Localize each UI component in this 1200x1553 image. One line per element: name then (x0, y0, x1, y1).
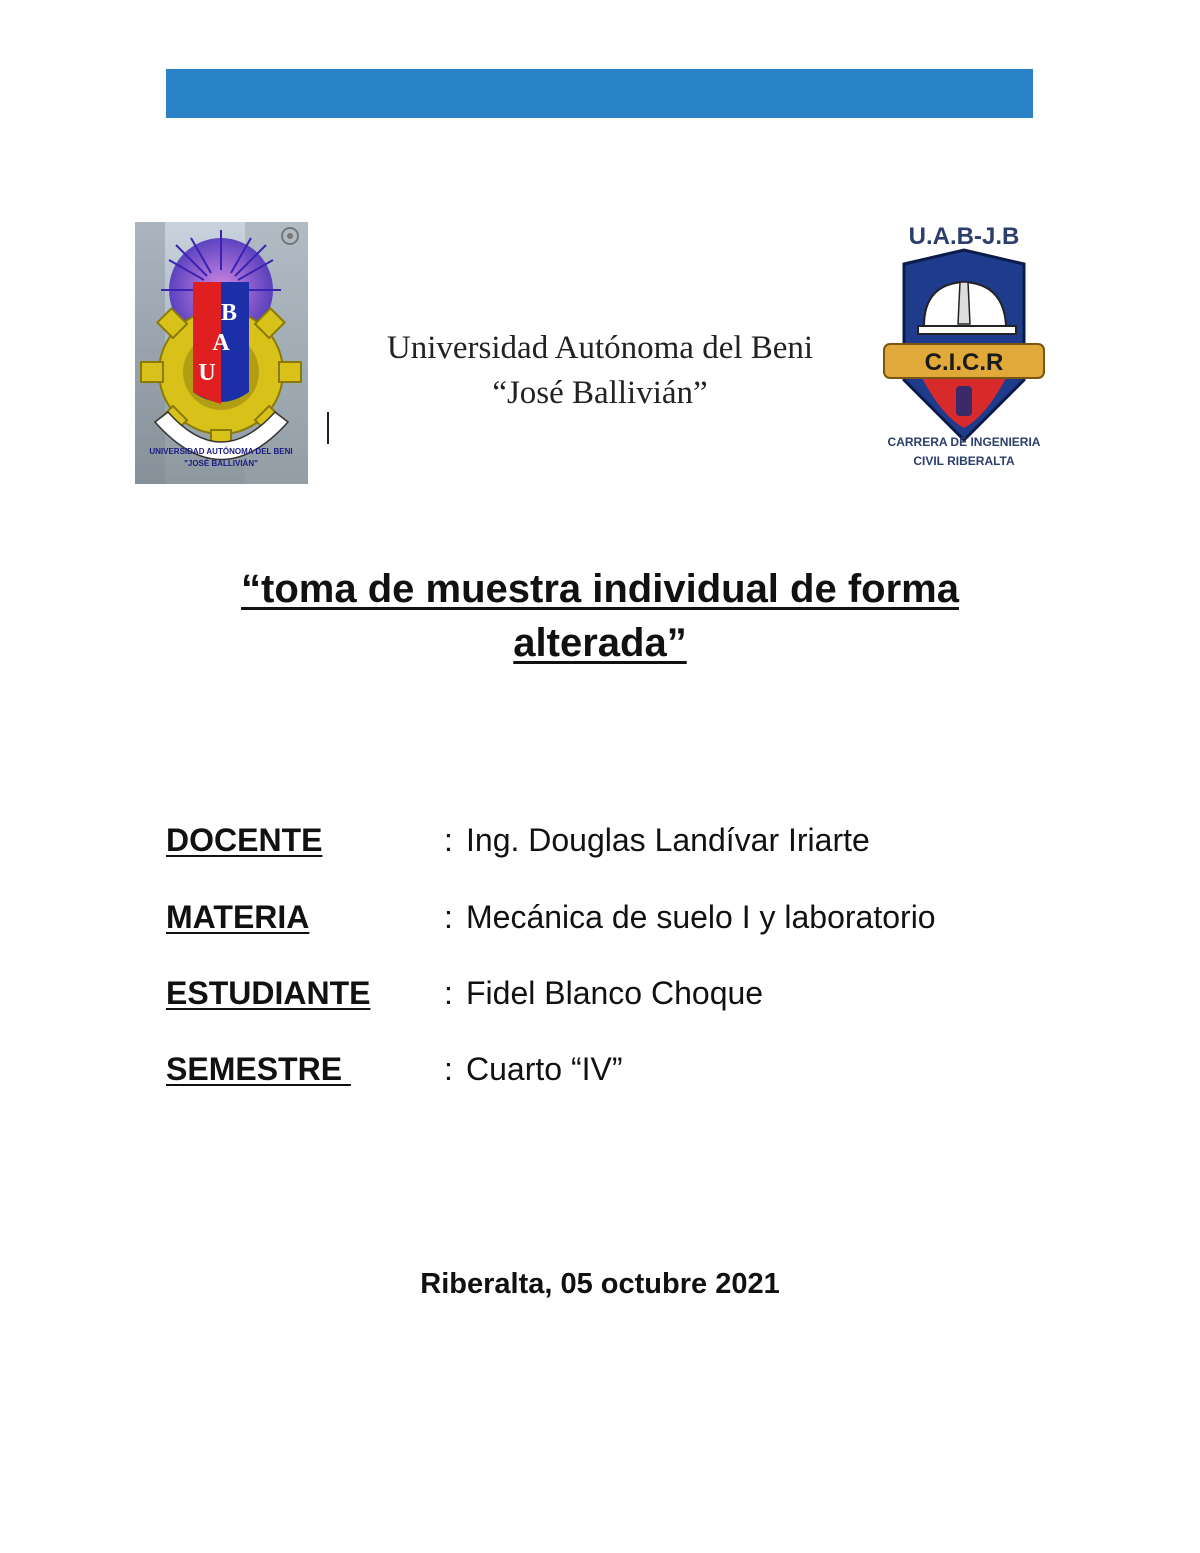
university-subtitle: “José Ballivián” (492, 375, 708, 411)
materia-colon: : (444, 899, 453, 935)
semestre-value: Cuarto “IV” (466, 1051, 623, 1087)
uab-shield-icon (135, 222, 308, 484)
info-row-materia (166, 892, 1066, 942)
cicr-shield-icon (878, 220, 1050, 472)
logo-letter-u: U (198, 360, 216, 386)
uab-logo (135, 222, 308, 484)
docente-label: DOCENTE (166, 822, 323, 858)
svg-text:UNIVERSIDAD AUTÓNOMA DEL BENI: UNIVERSIDAD AUTÓNOMA DEL BENI (149, 447, 293, 456)
text-cursor (327, 412, 329, 444)
estudiante-colon: : (444, 975, 453, 1011)
logo-top-text: U.A.B-J.B (908, 223, 1020, 250)
cicr-logo (878, 220, 1050, 472)
university-heading (340, 326, 860, 416)
estudiante-value: Fidel Blanco Choque (466, 975, 764, 1011)
docente-colon: : (444, 822, 453, 858)
info-row-semestre (166, 1044, 1066, 1094)
info-row-docente (166, 815, 1066, 865)
place-date: Riberalta, 05 octubre 2021 (420, 1268, 780, 1300)
docente-value: Ing. Douglas Landívar Iriarte (466, 822, 870, 858)
logo-letter-b: B (220, 300, 238, 326)
document-title: “toma de muestra individual de forma alterada” (241, 567, 959, 665)
logo-bottom-text-2: CIVIL RIBERALTA (913, 454, 1015, 468)
svg-text:"JOSÉ BALLIVIÁN": "JOSÉ BALLIVIÁN" (184, 459, 258, 468)
logo-bottom-text-1: CARRERA DE INGENIERIA (887, 435, 1041, 449)
materia-value: Mecánica de suelo I y laboratorio (466, 899, 936, 935)
materia-label: MATERIA (166, 899, 310, 935)
logo-plate-text: C.I.C.R (924, 349, 1004, 376)
header-band (166, 69, 1033, 118)
info-row-estudiante (166, 968, 1066, 1018)
estudiante-label: ESTUDIANTE (166, 975, 371, 1011)
university-name: Universidad Autónoma del Beni (386, 330, 814, 366)
logo-letter-a: A (212, 330, 230, 356)
semestre-label: SEMESTRE (166, 1051, 351, 1087)
semestre-colon: : (444, 1051, 453, 1087)
